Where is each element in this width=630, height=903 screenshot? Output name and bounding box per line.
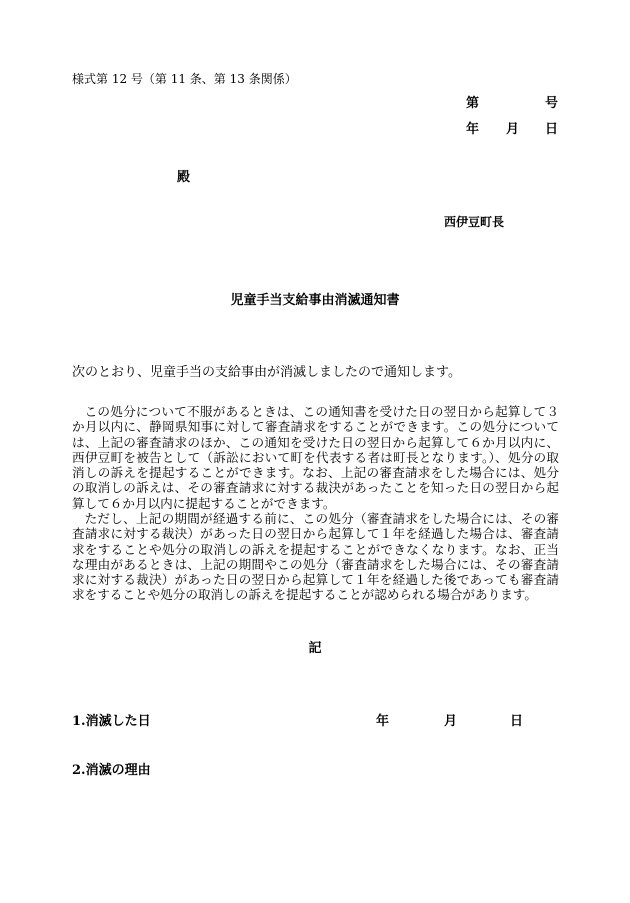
intro-text: 次のとおり、児童手当の支給事由が消滅しましたので通知します。 xyxy=(72,365,461,380)
extinction-date-label: 1.消滅した日 xyxy=(72,714,151,729)
document-title: 児童手当支給事由消滅通知書 xyxy=(230,293,400,308)
date-year: 年 xyxy=(466,122,480,137)
extinction-date-month: 月 xyxy=(444,714,458,729)
sender-name: 西伊豆町長 xyxy=(444,215,505,229)
appeal-paragraph-2: ただし、上記の期間が経過する前に、この処分（審査請求をした場合には、その審査請求に対する裁決）があった日の翌日から起算して１年を経過した場合は、審査請求をすることや処分の取消しの訴えを提起することができなくなります。なお、正当な理由があるときは、上記の期間やこの処分（審査請求をした場合には、その審査請求に対する裁決）があった日の翌日から起算して１年を経過した後であっても審査請求をすることや処分の取消しの訴えを提起することが認められる場合があります。 xyxy=(72,511,559,603)
addressee-honorific: 殿 xyxy=(177,170,191,185)
date-month: 月 xyxy=(506,122,520,137)
appeal-paragraph-1: この処分について不服があるときは、この通知書を受けた日の翌日から起算して３か月以内に、静岡県知事に対して審査請求をすることができます。この処分については、上記の審査請求のほか、この通知を受けた日の翌日から起算して６か月以内に、西伊豆町を被告として（訴訟において町を代表する者は町長となります。）、処分の取消しの訴えを提起することができます。なお、上記の審査請求をした場合には、処分の取消しの訴えは、その審査請求に対する裁決があったことを知った日の翌日から起算して６か月以内に提起することができます。 xyxy=(72,404,559,511)
number-prefix: 第 xyxy=(466,96,480,111)
extinction-date-year: 年 xyxy=(376,714,390,729)
number-suffix: 号 xyxy=(545,96,559,111)
extinction-date-day: 日 xyxy=(510,714,524,729)
date-day: 日 xyxy=(545,122,559,137)
ki-heading: 記 xyxy=(308,641,322,656)
form-number: 様式第 12 号（第 11 条、第 13 条関係） xyxy=(72,72,297,86)
extinction-reason-label: 2.消滅の理由 xyxy=(72,763,151,778)
